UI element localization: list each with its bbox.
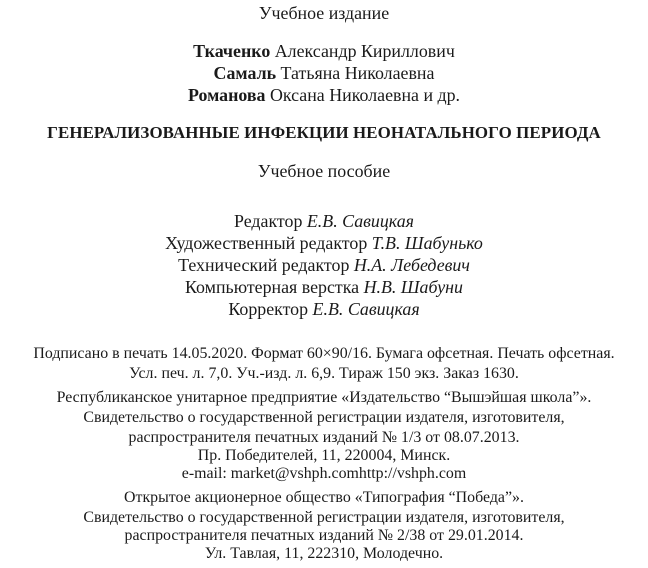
printer-address: Ул. Тавлая, 11, 222310, Молодечно.	[204, 545, 444, 562]
credit-editor-role: Редактор	[234, 211, 307, 231]
author-3-surname: Романова	[187, 85, 266, 105]
book-title: ГЕНЕРАЛИЗОВАННЫЕ ИНФЕКЦИИ НЕОНАТАЛЬНОГО ПЕРИОДА	[47, 123, 601, 142]
credit-tech-editor	[2, 256, 646, 274]
credit-art-editor	[2, 234, 646, 252]
credit-proofreader-role: Корректор	[228, 299, 313, 319]
credit-layout-name: Н.В. Шабуни	[363, 277, 463, 297]
credit-layout-role: Компьютерная верстка	[185, 277, 364, 297]
author-1-surname: Ткаченко	[193, 41, 271, 61]
author-1	[2, 42, 646, 60]
printer-line-3: распространителя печатных изданий № 2/38 от 29.01.2014.	[124, 527, 524, 544]
printer-line-1: Открытое акционерное общество «Типография “Победа”».	[124, 489, 524, 506]
author-1-given: Александр Кириллович	[270, 41, 455, 61]
print-info-line-1: Подписано в печать 14.05.2020. Формат 60×90/16. Бумага офсетная. Печать офсетная.	[33, 345, 615, 362]
publisher-address: Пр. Победителей, 11, 220004, Минск.	[197, 447, 451, 464]
author-2-given: Татьяна Николаевна	[276, 63, 435, 83]
credit-editor	[2, 212, 646, 230]
credit-art-editor-name: Т.В. Шабунько	[371, 233, 483, 253]
author-2-surname: Самаль	[213, 63, 277, 83]
publisher-line-1: Республиканское унитарное предприятие «Издательство “Вышэйшая школа”».	[56, 389, 592, 406]
publisher-line-3: распространителя печатных изданий № 1/3 от 08.07.2013.	[128, 429, 520, 446]
publisher-line-2: Свидетельство о государственной регистрации издателя, изготовителя,	[83, 409, 565, 426]
printer-line-2: Свидетельство о государственной регистрации издателя, изготовителя,	[83, 509, 565, 526]
credit-tech-editor-role: Технический редактор	[178, 255, 354, 275]
author-3	[2, 86, 646, 104]
credit-layout	[2, 278, 646, 296]
credit-tech-editor-name: Н.А. Лебедевич	[353, 255, 470, 275]
author-2	[2, 64, 646, 82]
credit-art-editor-role: Художественный редактор	[165, 233, 372, 253]
series-label: Учебное издание	[258, 3, 390, 23]
credit-editor-name: Е.В. Савицкая	[306, 211, 414, 231]
print-info-line-2: Усл. печ. л. 7,0. Уч.-изд. л. 6,9. Тираж 150 экз. Заказ 1630.	[129, 365, 519, 382]
book-type: Учебное пособие	[257, 161, 391, 181]
author-3-given: Оксана Николаевна и др.	[265, 85, 461, 105]
credit-proofreader	[2, 300, 646, 318]
publisher-contacts: e-mail: market@vshph.comhttp://vshph.com	[181, 465, 467, 482]
credit-proofreader-name: Е.В. Савицкая	[312, 299, 420, 319]
